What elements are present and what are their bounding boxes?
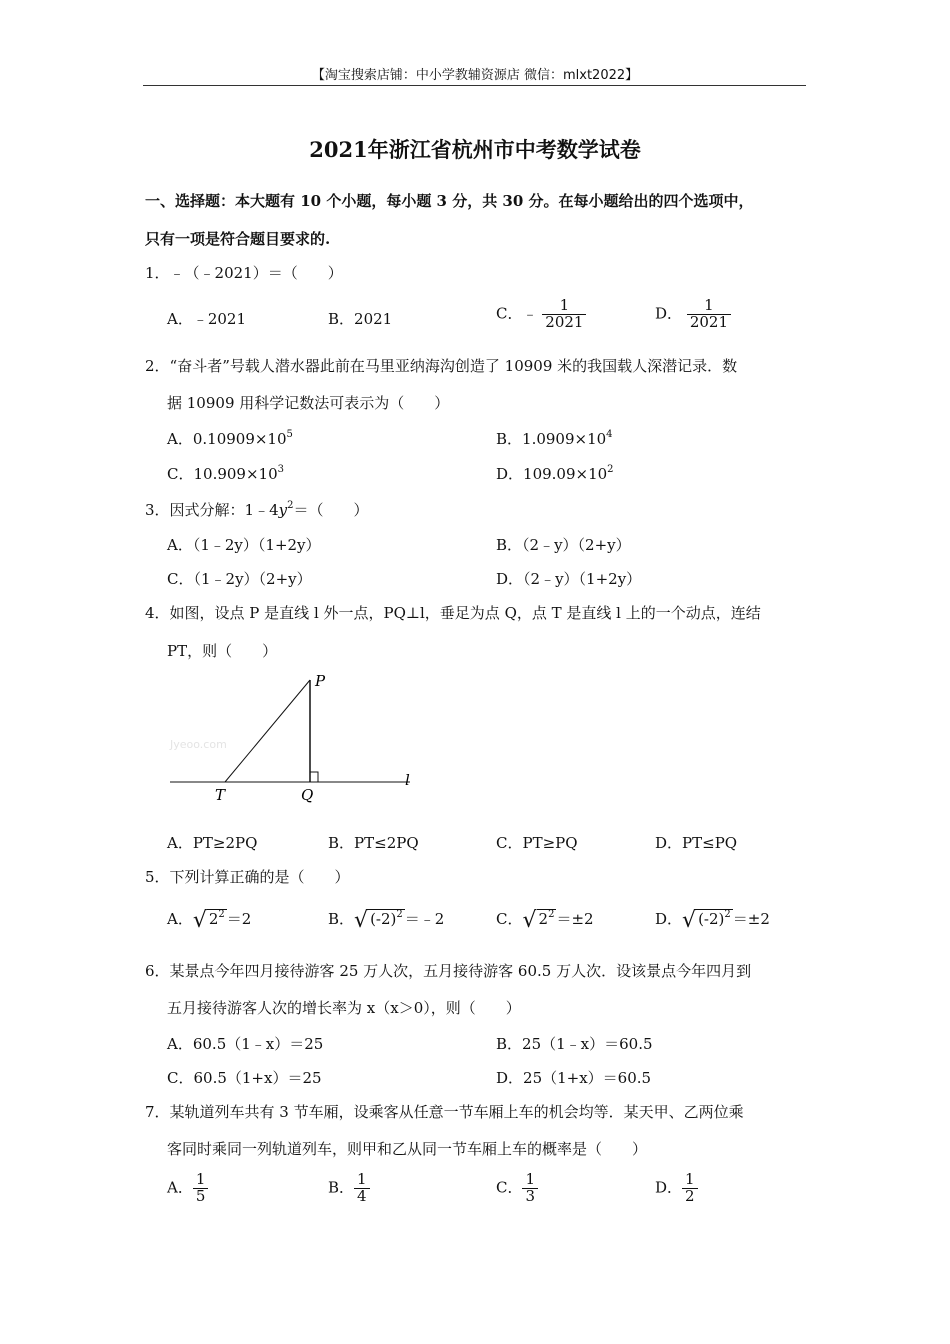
q2-stem-line1: 2．“奋斗者”号载人潜水器此前在马里亚纳海沟创造了 10909 米的我国载人深潜记录．数 [145, 357, 738, 375]
q3-option-c: C．（1﹣2y）（2+y） [167, 570, 312, 588]
label-l: l [405, 771, 410, 789]
label-p: P [315, 672, 326, 690]
q4-option-b: B．PT≤2PQ [328, 834, 419, 852]
q7-stem-line2: 客同时乘同一列轨道列车，则甲和乙从同一节车厢上车的概率是（ ） [167, 1140, 648, 1158]
label-q: Q [301, 786, 314, 804]
label-t: T [215, 786, 226, 804]
sqrt-icon: √ [354, 908, 369, 933]
q4-option-d: D．PT≤PQ [655, 834, 738, 852]
q3-stem: 3．因式分解：$1﹣4y^2=$（ ） [145, 500, 369, 519]
q6-stem-line2: 五月接待游客人次的增长率为 x（x＞0），则（ ） [167, 999, 521, 1017]
q4-figure [165, 668, 425, 808]
page-title: 2021年浙江省杭州市中考数学试卷 [309, 137, 641, 162]
q1-d-fraction: $\frac{1}{2021}$ [687, 298, 731, 331]
q2-option-b: B．$1.0909\times 10^4$ [496, 429, 613, 448]
q6-option-c: C．60.5（1+x）＝25 [167, 1069, 322, 1087]
page-header: 【淘宝搜索店铺：中小学教辅资源店 微信：mlxt2022】 [311, 68, 639, 83]
q5-option-c: C．√ $2^2 =\pm 2$ [496, 908, 594, 933]
q4-stem-line1: 4．如图，设点 P 是直线 l 外一点，PQ⊥l，垂足为点 Q，点 T 是直线 l 上的一个动点，连结 [145, 604, 761, 622]
sqrt-icon: √ [522, 908, 537, 933]
q3-option-b: B．（2﹣y）（2+y） [496, 536, 631, 554]
sqrt-icon: √ [682, 908, 697, 933]
q6-option-a: A．60.5（1﹣x）＝25 [167, 1035, 324, 1053]
q2-stem-line2: 据 10909 用科学记数法可表示为（ ） [167, 394, 450, 412]
q4-option-c: C．PT≥PQ [496, 834, 578, 852]
q6-stem-line1: 6．某景点今年四月接待游客 25 万人次，五月接待游客 60.5 万人次．设该景点今年四月到 [145, 962, 752, 980]
q7-option-d: D． $\frac{1}{2}$ [655, 1172, 698, 1205]
q5-option-d: D．√ $(-2)^2 =\pm 2$ [655, 908, 770, 933]
q1-stem: 1．﹣（﹣2021）＝（ ） [145, 264, 343, 282]
header-divider [143, 85, 806, 86]
q6-option-d: D．25（1+x）＝60.5 [496, 1069, 652, 1087]
q5-option-a: A．√ $2^2 =2$ [167, 908, 252, 933]
q7-option-a: A． $\frac{1}{5}$ [167, 1172, 208, 1205]
section-heading-line1: 一、选择题：本大题有 10 个小题，每小题 3 分，共 30 分。在每小题给出的四个选项中， [145, 192, 754, 210]
right-angle-mark [310, 772, 318, 782]
q7-stem-line1: 7．某轨道列车共有 3 节车厢，设乘客从任意一节车厢上车的机会均等．某天甲、乙两位乘 [145, 1103, 744, 1121]
q1-option-c: C．﹣ $\frac{1}{2021}$ [496, 298, 586, 331]
segment-pt [225, 680, 310, 782]
q5-option-b: B．√ $(-2)^2$ ＝﹣2 [328, 908, 445, 933]
q1-c-fraction: $\frac{1}{2021}$ [542, 298, 586, 331]
q6-option-b: B．25（1﹣x）＝60.5 [496, 1035, 653, 1053]
q4-stem-line2: PT，则（ ） [167, 642, 278, 660]
q2-option-d: D．$109.09\times 10^2$ [496, 464, 614, 483]
q1-option-b: B．2021 [328, 310, 393, 328]
section-heading-line2: 只有一项是符合题目要求的. [145, 230, 331, 248]
q7-option-c: C． $\frac{1}{3}$ [496, 1172, 538, 1205]
sqrt-icon: √ [192, 908, 207, 933]
q2-option-c: C．$10.909\times 10^3$ [167, 464, 284, 483]
q3-option-a: A．（1﹣2y）（1+2y） [167, 536, 321, 554]
figure-watermark: Jyeoo.com [170, 738, 227, 751]
q1-option-a: A．﹣2021 [167, 310, 247, 328]
q5-stem: 5．下列计算正确的是（ ） [145, 868, 350, 886]
q3-option-d: D．（2﹣y）（1+2y） [496, 570, 642, 588]
q4-option-a: A．PT≥2PQ [167, 834, 258, 852]
q7-option-b: B． $\frac{1}{4}$ [328, 1172, 370, 1205]
q1-option-d: D． $\frac{1}{2021}$ [655, 298, 731, 331]
q2-option-a: A．$0.10909\times 10^5$ [167, 429, 293, 448]
